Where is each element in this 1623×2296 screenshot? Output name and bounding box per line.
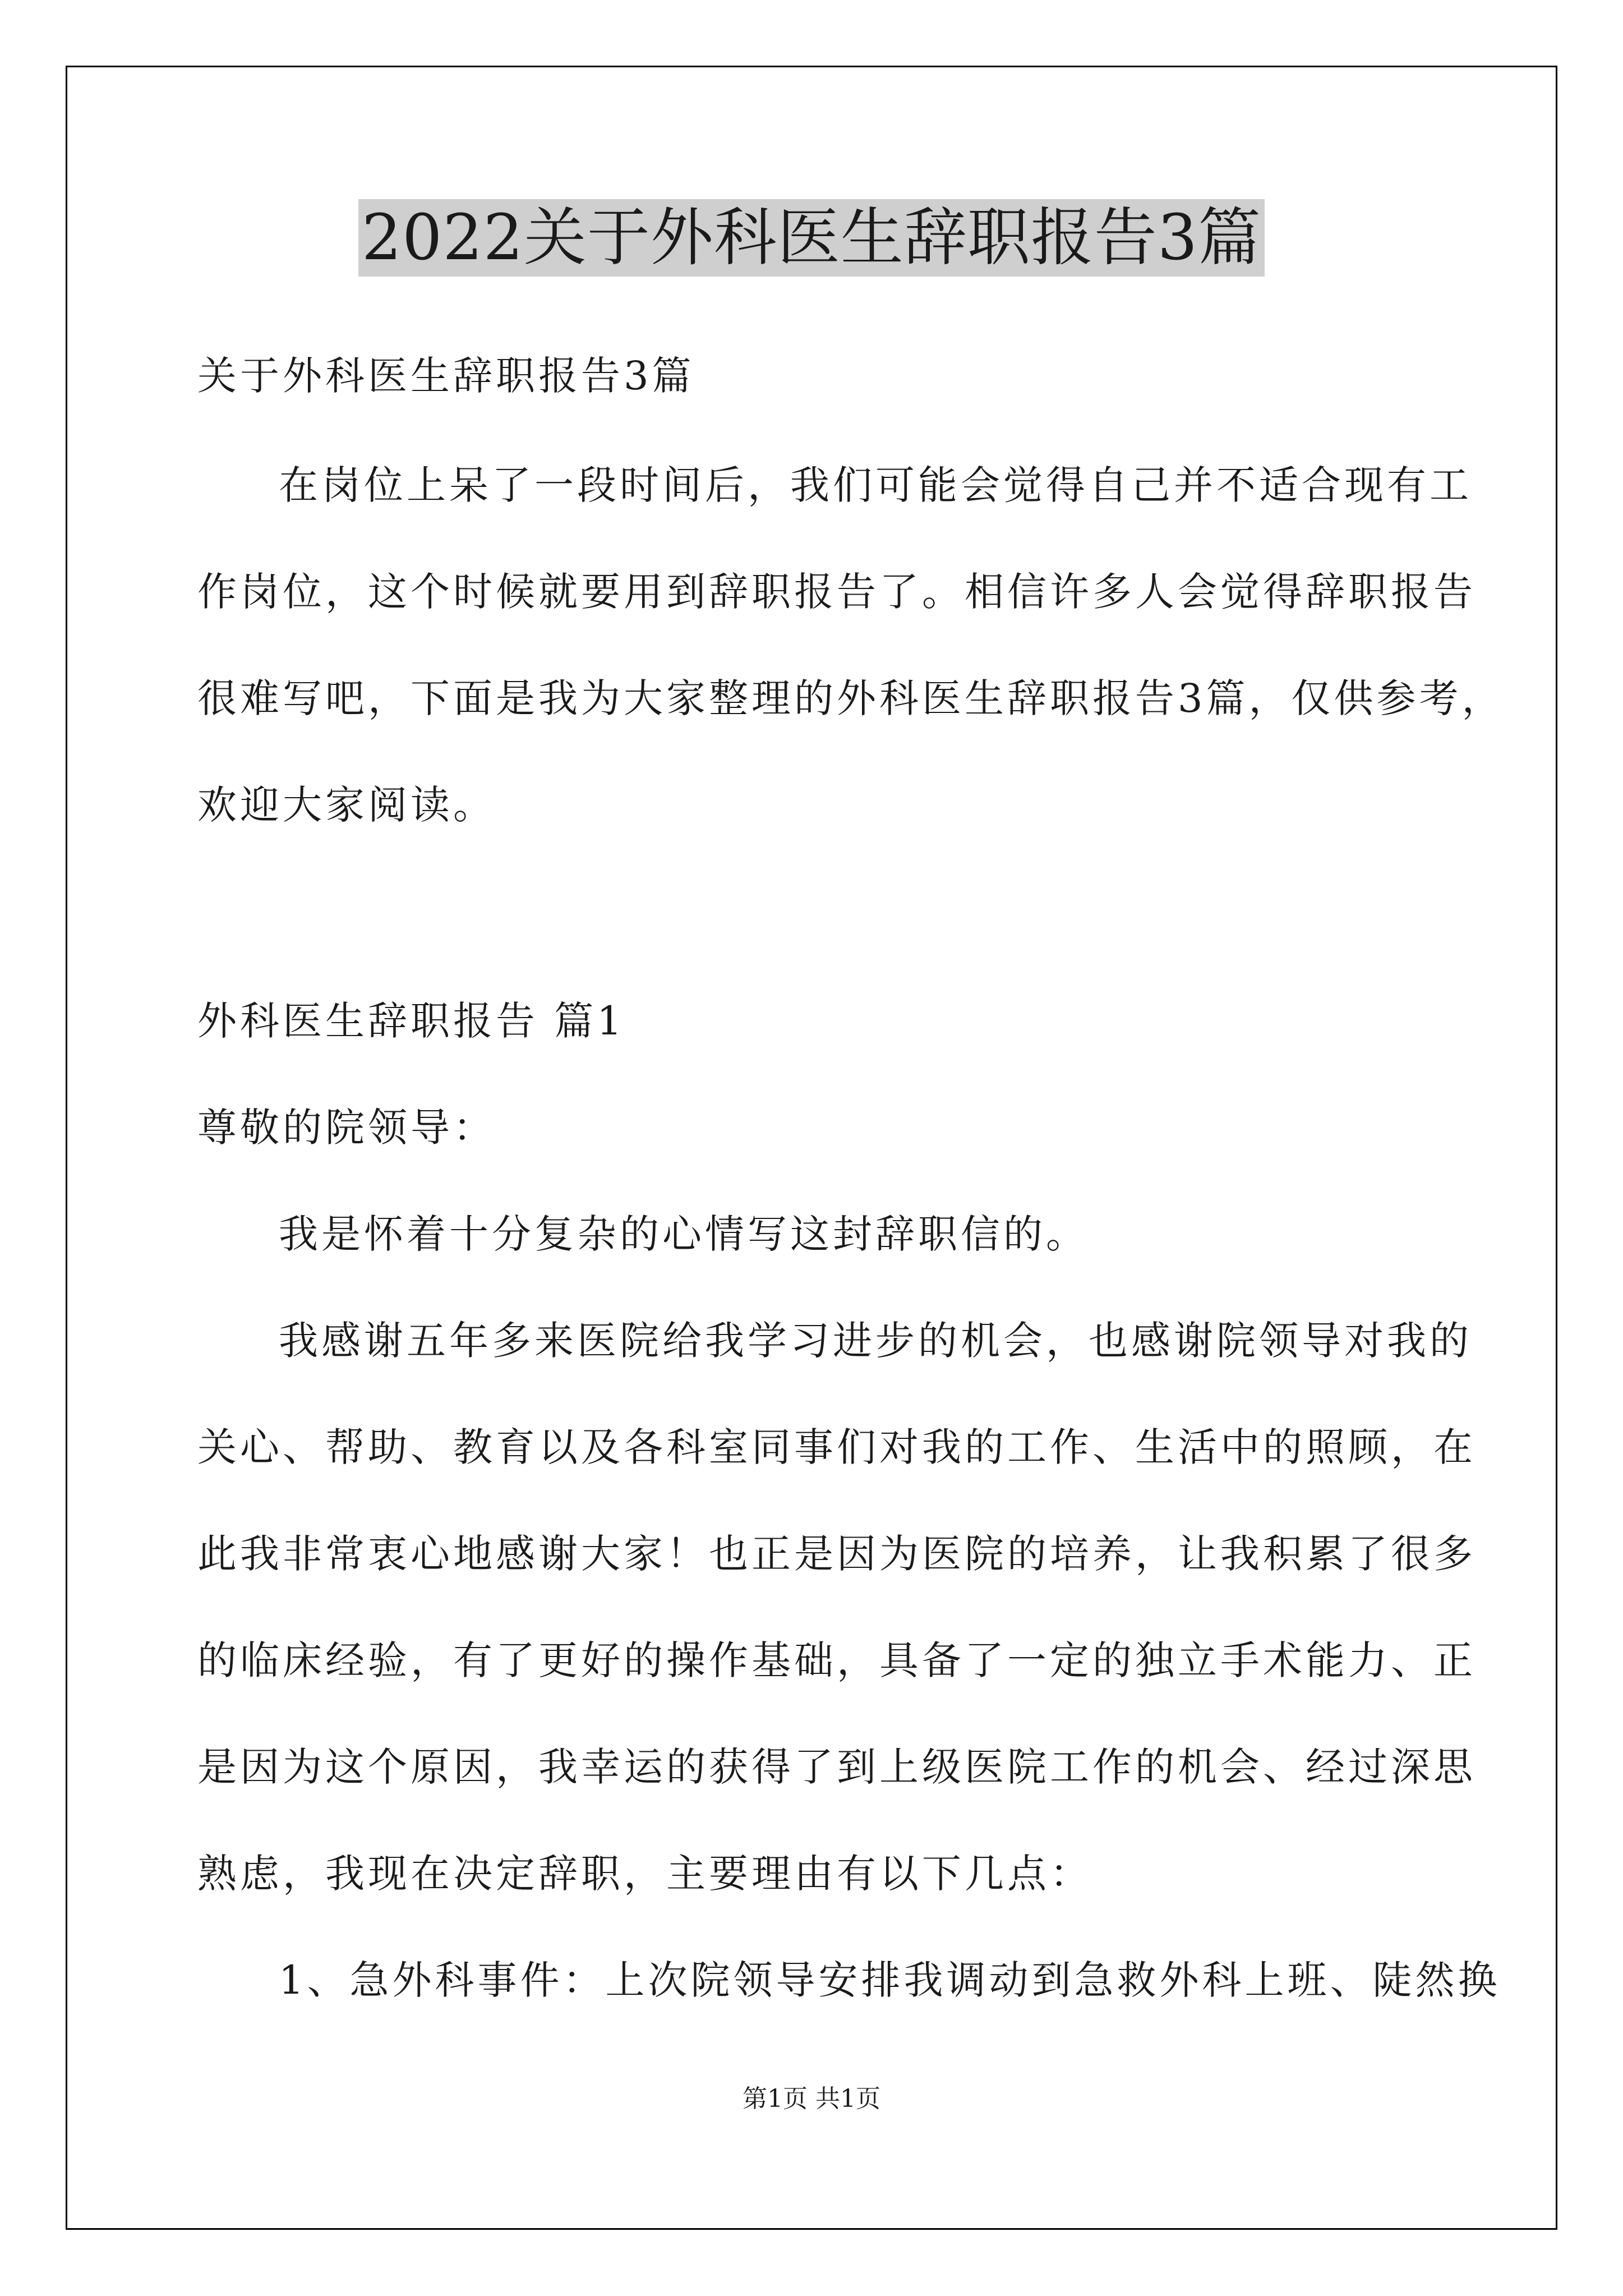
paragraph-2-line-3: 此我非常衷心地感谢大家！也正是因为医院的培养，让我积累了很多 [197, 1531, 1476, 1577]
intro-line-2: 作岗位，这个时候就要用到辞职报告了。相信许多人会觉得辞职报告 [197, 569, 1476, 615]
salutation: 尊敬的院领导： [197, 1105, 496, 1151]
title-container [0, 199, 1623, 277]
paragraph-3: 1、急外科事件：上次院领导安排我调动到急救外科上班、陡然换 [279, 1957, 1501, 2003]
paragraph-2-line-6: 熟虑，我现在决定辞职，主要理由有以下几点： [197, 1851, 1092, 1897]
paragraph-2-line-2: 关心、帮助、教育以及各科室同事们对我的工作、生活中的照顾，在 [197, 1424, 1476, 1470]
document-subtitle: 关于外科医生辞职报告3篇 [197, 353, 695, 399]
page-number-footer: 第1页 共1页 [743, 2085, 880, 2113]
paragraph-1: 我是怀着十分复杂的心情写这封辞职信的。 [279, 1211, 1089, 1257]
paragraph-2-line-4: 的临床经验，有了更好的操作基础，具备了一定的独立手术能力、正 [197, 1637, 1476, 1683]
intro-line-4: 欢迎大家阅读。 [197, 782, 496, 828]
paragraph-2-line-5: 是因为这个原因，我幸运的获得了到上级医院工作的机会、经过深思 [197, 1744, 1476, 1790]
document-title: 2022关于外科医生辞职报告3篇 [358, 199, 1265, 277]
section-heading: 外科医生辞职报告 篇1 [197, 998, 625, 1044]
intro-line-3: 很难写吧，下面是我为大家整理的外科医生辞职报告3篇，仅供参考， [197, 675, 1505, 721]
intro-line-1: 在岗位上呆了一段时间后，我们可能会觉得自己并不适合现有工 [279, 462, 1472, 508]
paragraph-2-line-1: 我感谢五年多来医院给我学习进步的机会，也感谢院领导对我的 [279, 1318, 1472, 1364]
